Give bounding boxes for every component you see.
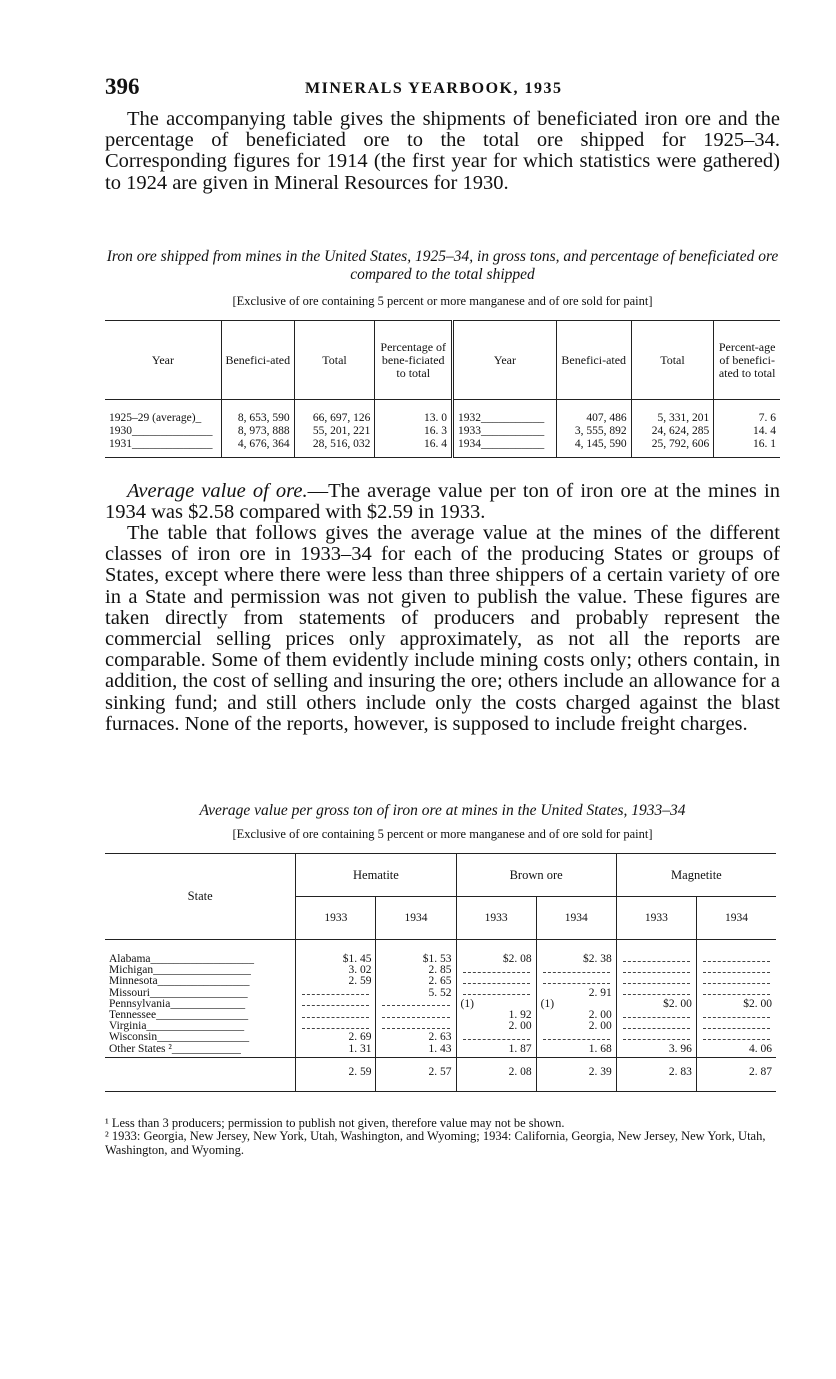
value-cell: 2. 69	[296, 1032, 376, 1043]
value-cell: 2. 59	[296, 976, 376, 987]
year-header: 1933	[616, 897, 696, 940]
table-row	[105, 940, 776, 966]
total-cell: 2. 59	[296, 1057, 376, 1091]
table2-caption: Average value per gross ton of iron ore at mines in the United States, 1933–34	[199, 802, 686, 819]
table-row: 1925–29 (average)_ 8, 653, 590 66, 697, 126 13. 0 1932___________ 407, 486 5, 331, 201 7. 6	[105, 400, 780, 426]
t1-header: Total	[631, 321, 714, 400]
empty-cell-leader	[536, 1032, 616, 1043]
empty-cell-leader	[616, 940, 696, 966]
footnote-2: ² 1933: Georgia, New Jersey, New York, Utah, Washington, and Wyoming; 1934: California, Georgia, New Jersey, New York, Utah, Washington, and Wyoming.	[105, 1129, 766, 1157]
total-cell: 2. 57	[376, 1057, 456, 1091]
value-cell: 2. 63	[376, 1032, 456, 1043]
state-name: Other States ²____________	[109, 1042, 241, 1055]
empty-cell-leader	[616, 1010, 696, 1021]
empty-cell-leader	[696, 965, 776, 976]
state-name: Missouri_________________	[109, 986, 248, 999]
value-cell: $1. 53	[376, 940, 456, 966]
empty-cell-leader	[296, 988, 376, 999]
table1-subcaption: [Exclusive of ore containing 5 percent or more manganese and of ore sold for paint]	[232, 294, 653, 308]
value-cell: $2. 00	[696, 999, 776, 1010]
group-header-hematite: Hematite	[296, 854, 456, 897]
page-number: 396	[105, 74, 140, 99]
t1-header: Benefici-ated	[221, 321, 294, 400]
empty-cell-leader	[616, 1032, 696, 1043]
empty-cell-leader	[376, 999, 456, 1010]
table-row	[105, 1044, 776, 1058]
value-cell: 2. 65	[376, 976, 456, 987]
value-cell: 2. 00	[456, 1021, 536, 1032]
value-cell: 3. 96	[616, 1044, 696, 1058]
value-cell: 1. 92	[456, 1010, 536, 1021]
table-row	[105, 1032, 776, 1043]
table2-subcaption: [Exclusive of ore containing 5 percent or more manganese and of ore sold for paint]	[232, 827, 653, 841]
empty-cell-leader	[456, 1032, 536, 1043]
group-header-magnetite: Magnetite	[616, 854, 776, 897]
value-cell: 2. 85	[376, 965, 456, 976]
footnote-1: ¹ Less than 3 producers; permission to publish not given, therefore value may not be shown.	[105, 1116, 565, 1130]
empty-cell-leader	[536, 965, 616, 976]
year-header: 1934	[536, 897, 616, 940]
year-header: 1934	[696, 897, 776, 940]
value-cell: 2. 00	[536, 1010, 616, 1021]
value-cell: 4. 06	[696, 1044, 776, 1058]
table2-body	[105, 940, 776, 1092]
total-cell: 2. 08	[456, 1057, 536, 1091]
running-title: MINERALS YEARBOOK, 1935	[305, 80, 563, 97]
average-value-table	[105, 853, 776, 1092]
empty-cell-leader	[696, 940, 776, 966]
empty-cell-leader	[616, 976, 696, 987]
value-cell: $2. 00	[616, 999, 696, 1010]
group-header-brown-ore: Brown ore	[456, 854, 616, 897]
value-cell: 1. 31	[296, 1044, 376, 1058]
t1-header: Percent-age of benefici-ated to total	[714, 321, 780, 400]
value-cell: 1. 87	[456, 1044, 536, 1058]
total-cell: 2. 39	[536, 1057, 616, 1091]
totals-row	[105, 1057, 776, 1091]
year-header: 1934	[376, 897, 456, 940]
empty-cell-leader	[536, 976, 616, 987]
value-cell: 3. 02	[296, 965, 376, 976]
empty-cell-leader	[456, 965, 536, 976]
table-row: 1930______________ 8, 973, 888 55, 201, 221 16. 3 1933___________ 3, 555, 892 24, 624, 285 14. 4	[105, 425, 780, 438]
empty-cell-leader	[696, 1021, 776, 1032]
state-name: Alabama__________________	[109, 953, 255, 965]
state-name: Pennsylvania_____________	[109, 997, 246, 1010]
year-header: 1933	[296, 897, 376, 940]
empty-cell-leader	[696, 976, 776, 987]
average-value-heading: Average value of ore.	[127, 480, 308, 502]
value-cell: 1. 43	[376, 1044, 456, 1058]
empty-cell-leader	[296, 999, 376, 1010]
t1-header: Year	[453, 321, 557, 400]
t1-header: Total	[294, 321, 375, 400]
value-cell: 2. 91	[536, 988, 616, 999]
intro-paragraph: The accompanying table gives the shipments of beneficiated iron ore and the percentage of beneficiated ore to the total ore shipped for 1925–34. Corresponding figures for 1914 (the first year for which statistics were gathered) to 1924 are given in Mineral Resources for 1930.	[105, 108, 780, 194]
value-cell: $2. 38	[536, 940, 616, 966]
value-cell: 1. 68	[536, 1044, 616, 1058]
empty-cell-leader	[616, 1021, 696, 1032]
value-cell: 5. 52	[376, 988, 456, 999]
t1-header: Benefici-ated	[556, 321, 631, 400]
value-cell: (1)	[536, 999, 616, 1010]
state-name: Minnesota________________	[109, 975, 250, 988]
totals-label	[105, 1057, 296, 1091]
second-paragraph: The table that follows gives the average value at the mines of the different classes of iron ore in 1933–34 for each of the producing States or groups of States, except where there were less than three shippers of a certain variety of ore in a State and permission was not given to publish the value. These figures are taken directly from statements of producers and probably represent the commercial selling prices only approximately, as not all the reports are comparable. Some of them evidently include mining costs only; others contain, in addition, the cost of selling and insuring the ore; others include an allowance for a sinking fund; and still others include only the costs charged against the blast furnaces. None of the reports, however, is supposed to include freight charges.	[105, 522, 780, 735]
state-name: Tennessee________________	[109, 1009, 249, 1022]
state-name: Virginia_________________	[109, 1020, 245, 1033]
value-cell: $2. 08	[456, 940, 536, 966]
state-name: Wisconsin________________	[109, 1031, 250, 1044]
state-header: State	[105, 854, 296, 940]
state-name: Michigan_________________	[109, 964, 251, 977]
average-value-text: —The average value per ton of iron ore at the mines in 1934 was $2.58 compared with $2.59 in 1933.	[105, 480, 780, 524]
empty-cell-leader	[296, 1010, 376, 1021]
table-row: 1931______________ 4, 676, 364 28, 516, 032 16. 4 1934___________ 4, 145, 590 25, 792, 606 16. 1	[105, 438, 780, 458]
value-cell: 2. 00	[536, 1021, 616, 1032]
t1-header: Year	[105, 321, 221, 400]
empty-cell-leader	[456, 976, 536, 987]
table1-caption: Iron ore shipped from mines in the United States, 1925–34, in gross tons, and percentage of beneficiated ore compared to the total shipped	[106, 248, 779, 283]
page-header	[105, 74, 780, 104]
average-value-paragraph	[105, 481, 780, 523]
beneficiated-ore-table	[105, 320, 780, 458]
value-cell: $1. 45	[296, 940, 376, 966]
empty-cell-leader	[376, 1010, 456, 1021]
empty-cell-leader	[616, 965, 696, 976]
total-cell: 2. 87	[696, 1057, 776, 1091]
year-header: 1933	[456, 897, 536, 940]
table-row	[105, 976, 776, 987]
total-cell: 2. 83	[616, 1057, 696, 1091]
value-cell: (1)	[456, 999, 536, 1010]
t1-header: Percentage of bene-ficiated to total	[375, 321, 453, 400]
empty-cell-leader	[696, 1032, 776, 1043]
empty-cell-leader	[696, 1010, 776, 1021]
